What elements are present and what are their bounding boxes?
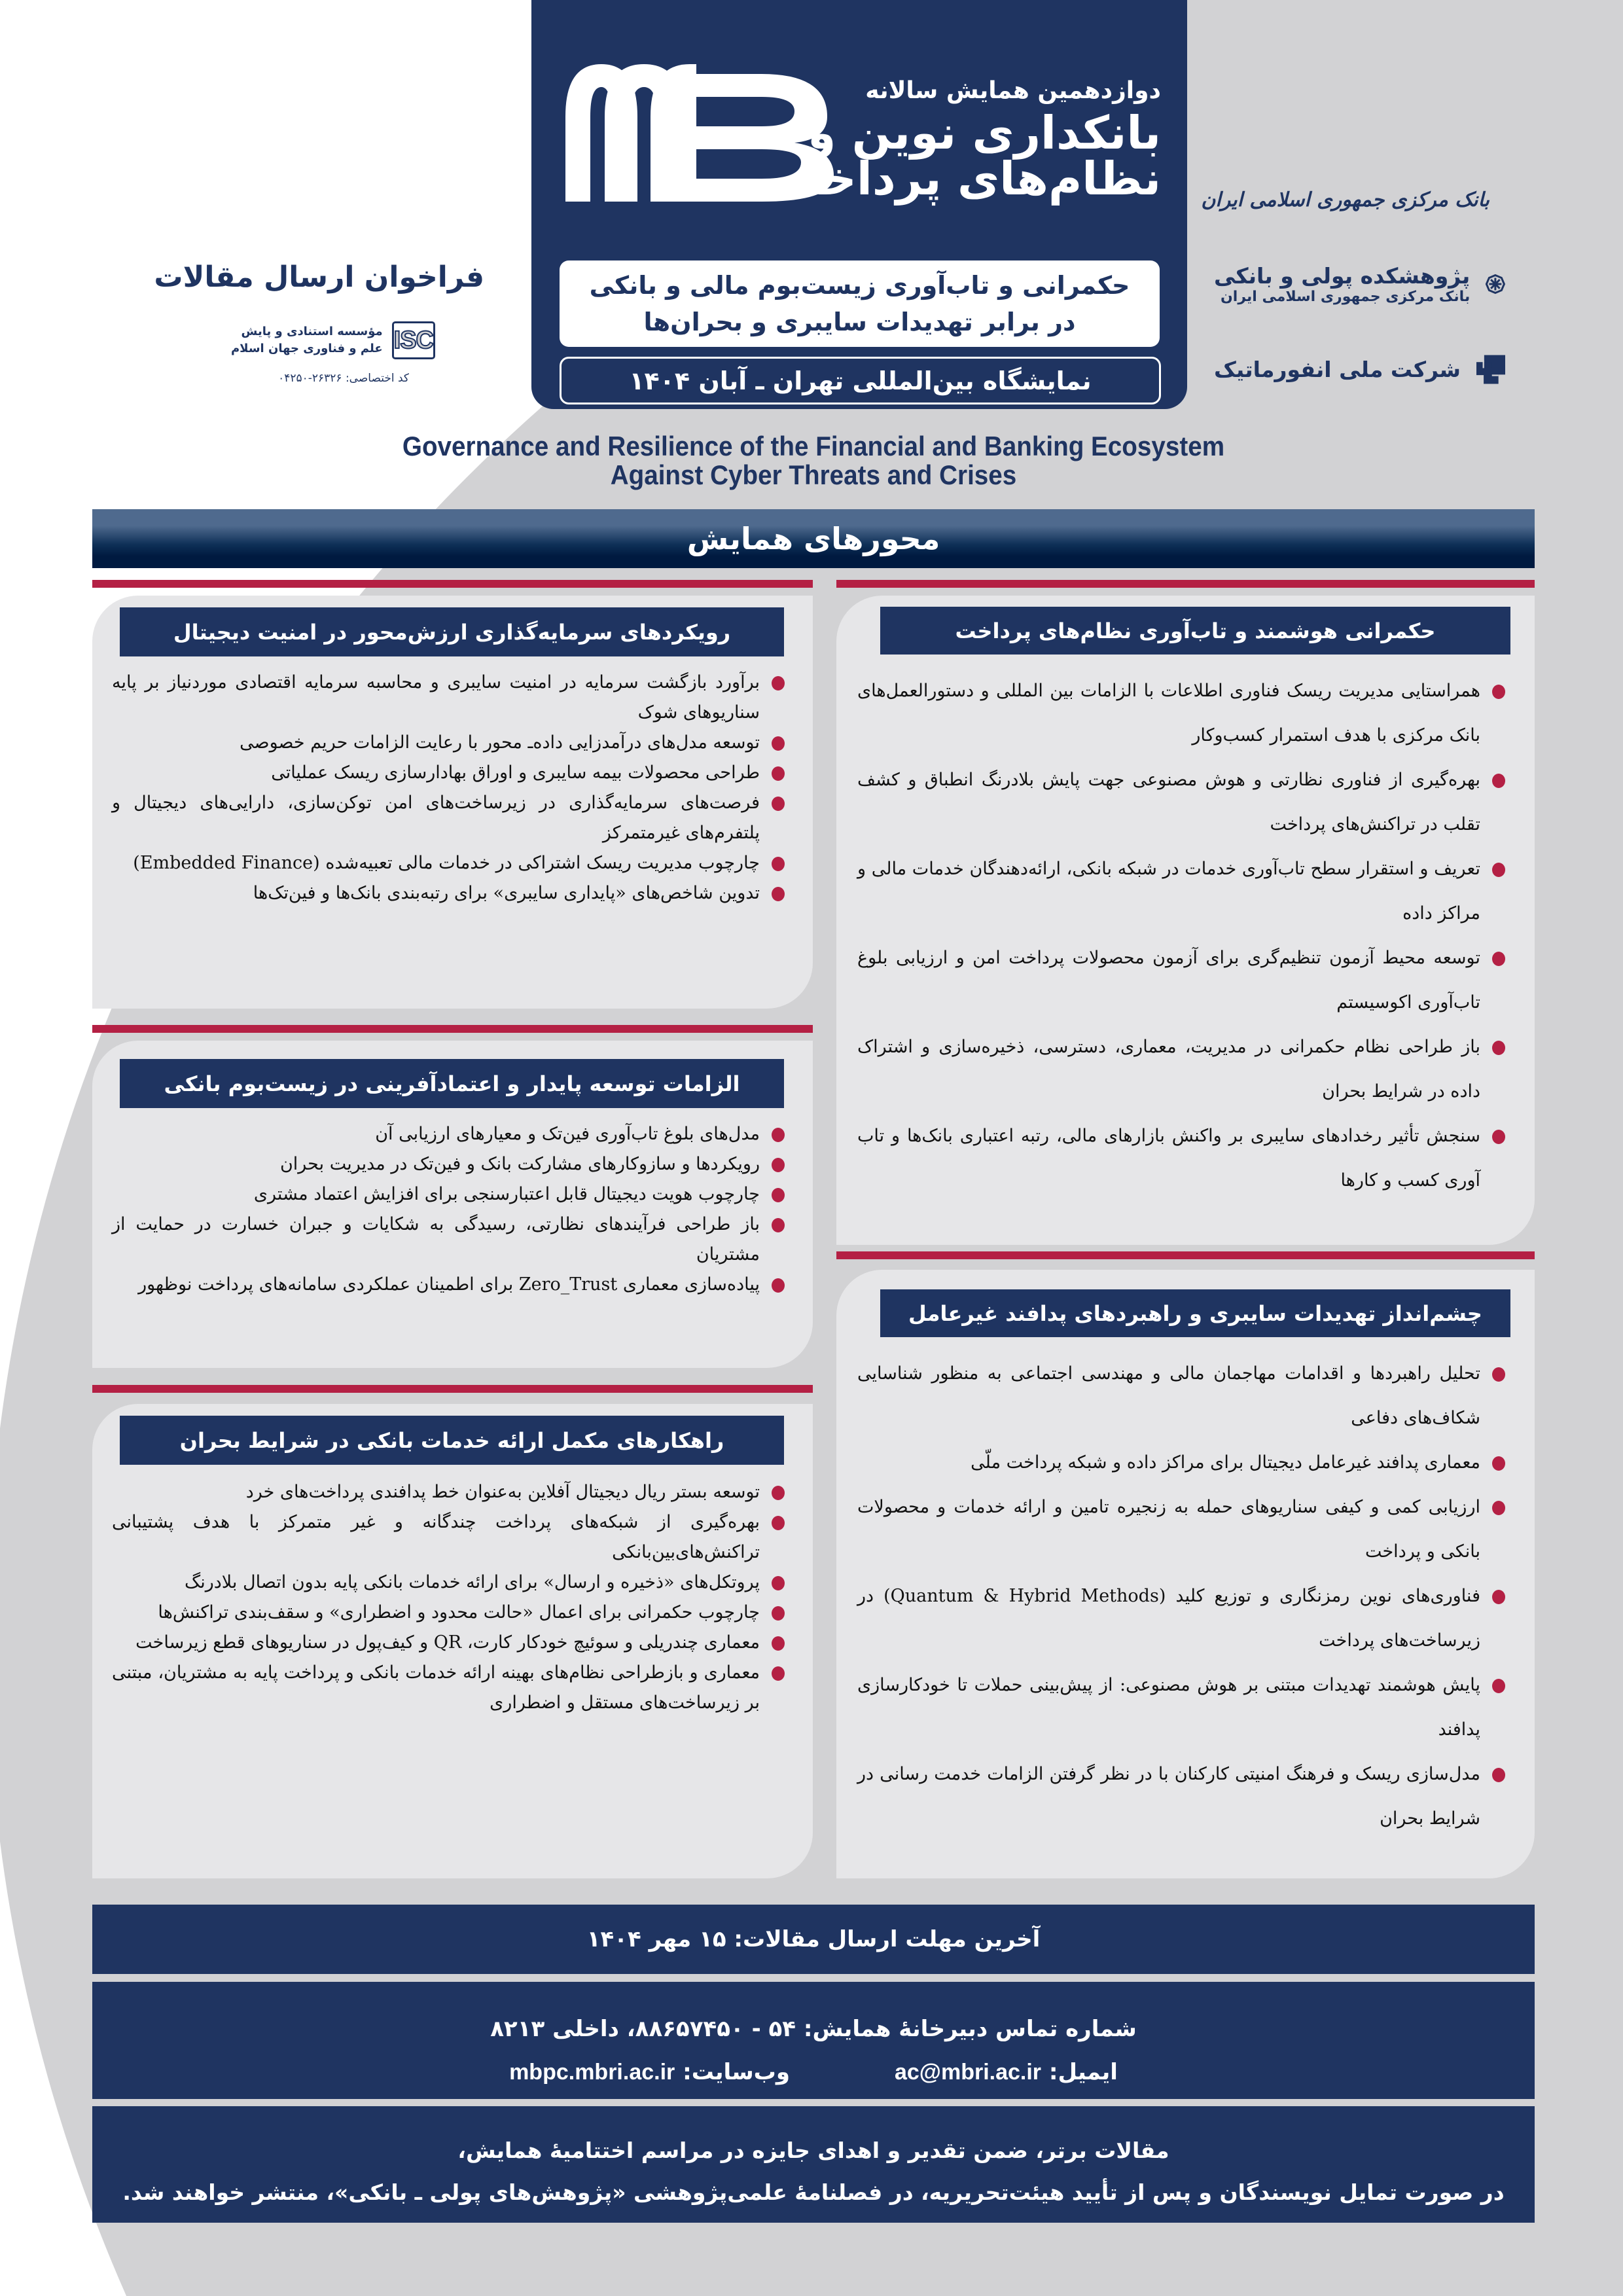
conference-header-panel: [531, 0, 1187, 409]
conference-theme-line1: حکمرانی و تاب‌آوری زیست‌بوم مالی و بانکی: [589, 271, 1130, 300]
list-item: معماری و بازطراحی نظام‌های بهینه ارائه خدمات بانکی و پرداخت پایه به مشتریان، مبتنی بر زیرساخت‌های مستقل و اضطراری: [112, 1658, 786, 1718]
english-title-line2: Against Cyber Threats and Crises: [610, 459, 1017, 490]
isc-indexing: [232, 321, 435, 360]
contact-bar: [92, 1982, 1535, 2099]
section-crisis-solutions: [92, 1404, 813, 1878]
email-label: ایمیل:: [1048, 2059, 1118, 2085]
list-item: تحلیل راهبردها و اقدامات مهاجمان مالی و مهندسی اجتماعی به منظور شناسایی شکاف‌های دفاعی: [857, 1352, 1507, 1441]
award-line2: در صورت تمایل نویسندگان و پس از تأیید هیئت‌تحریریه، در فصلنامهٔ علمی‌پژوهشی «پژوهش‌های پولی ـ بانکی»، منتشر خواهند شد.: [122, 2179, 1505, 2205]
section-divider: [836, 580, 1535, 588]
section-title: حکمرانی هوشمند و تاب‌آوری نظام‌های پرداخت: [880, 607, 1510, 655]
sponsor-mbri: [1214, 247, 1505, 321]
list-item: توسعه بستر ریال دیجیتال آفلاین به‌عنوان خط پدافندی پرداخت‌های خرد: [112, 1477, 786, 1507]
section-smart-governance: [836, 596, 1535, 1245]
isc-logo-icon: [392, 321, 435, 359]
list-item: توسعه محیط آزمون تنظیم‌گری برای آزمون محصولات پرداخت امن و ارزیابی بلوغ تاب‌آوری اکوسیستم: [857, 936, 1507, 1025]
conference-title-line2: نظام‌های پرداخت: [775, 152, 1161, 206]
section-title: الزامات توسعه پایدار و اعتمادآفرینی در زیست‌بوم بانکی: [120, 1059, 784, 1108]
section-title: رویکردهای سرمایه‌گذاری ارزش‌محور در امنیت دیجیتال: [120, 607, 784, 656]
isc-name-line2: علم و فناوری جهان اسلام: [230, 342, 383, 355]
list-item: تدوین شاخص‌های «پایداری سایبری» برای رتبه‌بندی بانک‌ها و فین‌تک‌ها: [112, 878, 786, 908]
conference-venue: نمایشگاه بین‌المللی تهران ـ آبان ۱۴۰۴: [560, 357, 1161, 404]
english-title: [150, 432, 1477, 490]
email-link[interactable]: ac@mbri.ac.ir: [894, 2060, 1042, 2085]
list-item: طراحی محصولات بیمه سایبری و اوراق بهادارسازی ریسک عملیاتی: [112, 758, 786, 788]
sponsor-central-bank-name: بانک مرکزی جمهوری اسلامی ایران: [1201, 188, 1489, 211]
call-for-papers-title: فراخوان ارسال مقالات: [154, 260, 484, 294]
informatics-blocks-icon: [1476, 332, 1505, 407]
section-divider: [92, 1025, 813, 1033]
list-item: رویکردها و سازوکارهای مشارکت بانک و فین‌تک در مدیریت بحران: [112, 1149, 786, 1179]
sponsor-central-bank: [1201, 157, 1505, 242]
conference-theme-line2: در برابر تهدیدات سایبری و بحران‌ها: [643, 308, 1076, 336]
section-items: [112, 668, 786, 908]
list-item: فناوری‌های نوین رمزنگاری و توزیع کلید (Quantum & Hybrid Methods) در زیرساخت‌های پرداخت: [857, 1574, 1507, 1663]
award-bar: [92, 2106, 1535, 2223]
list-item: معماری پدافند غیرعامل دیجیتال برای مراکز داده و شبکه پرداخت ملّی: [857, 1441, 1507, 1485]
list-item: همراستایی مدیریت ریسک فناوری اطلاعات با الزامات بین المللی و دستورالعمل‌های بانک مرکزی با هدف استمرار کسب‌وکار: [857, 669, 1507, 758]
contact-phone: شماره تماس دبیرخانهٔ همایش: ۵۴ - ۸۸۶۵۷۴۵۰، داخلی ۸۲۱۳: [490, 2016, 1137, 2042]
list-item: چارچوب هویت دیجیتال قابل اعتبارسنجی برای افزایش اعتماد مشتری: [112, 1179, 786, 1210]
list-item: چارچوب حکمرانی برای اعمال «حالت محدود و اضطراری» و سقف‌بندی تراکنش‌ها: [112, 1598, 786, 1628]
isc-name-line1: مؤسسه استنادی و پایش: [241, 325, 383, 338]
deadline-bar: [92, 1905, 1535, 1974]
sponsor-informatics: [1214, 331, 1505, 407]
contact-links: [92, 2059, 1535, 2085]
list-item: باز طراحی فرآیندهای نظارتی، رسیدگی به شکایات و جبران خسارت در حمایت از مشتریان: [112, 1210, 786, 1270]
list-item: پیاده‌سازی معماری Zero‌_Trust برای اطمینان عملکردی سامانه‌های پرداخت نوظهور: [112, 1270, 786, 1300]
conference-theme: [560, 260, 1160, 347]
list-item: پایش هوشمند تهدیدات مبتنی بر هوش مصنوعی: از پیش‌بینی حملات تا خودکارسازی پدافند: [857, 1663, 1507, 1752]
list-item: سنجش تأثیر رخدادهای سایبری بر واکنش بازارهای مالی، رتبه اعتباری بانک‌ها و تاب آوری کسب و کارها: [857, 1114, 1507, 1203]
list-item: باز طراحی نظام حکمرانی در مدیریت، معماری، دسترسی، ذخیره‌سازی و اشتراک داده در شرایط بحران: [857, 1025, 1507, 1114]
list-item: مدل‌سازی ریسک و فرهنگ امنیتی کارکنان با در نظر گرفتن الزامات خدمت رسانی در شرایط بحران: [857, 1752, 1507, 1841]
conference-title-line1: بانکداری نوین و: [807, 106, 1161, 160]
section-title: چشم‌انداز تهدیدات سایبری و راهبردهای پدافند غیرعامل: [880, 1289, 1510, 1337]
axes-heading: محورهای همایش: [92, 509, 1535, 568]
isc-name: [231, 323, 383, 357]
list-item: فرصت‌های سرمایه‌گذاری در زیرساخت‌های امن توکن‌سازی، دارایی‌های دیجیتال و پلتفرم‌های غیرمتمرکز: [112, 788, 786, 848]
list-item: ارزیابی کمی و کیفی سناریوهای حمله به زنجیره تامین و ارائه خدمات و محصولات بانکی و پرداخت: [857, 1485, 1507, 1574]
list-item: بهره‌گیری از فناوری نظارتی و هوش مصنوعی جهت پایش بلادرنگ انطباق و کشف تقلب در تراکنش‌های پرداخت: [857, 758, 1507, 847]
list-item: مدل‌های بلوغ تاب‌آوری فین‌تک و معیارهای ارزیابی آن: [112, 1119, 786, 1149]
sponsor-informatics-name: شرکت ملی انفورماتیک: [1214, 356, 1461, 382]
list-item: تعریف و استقرار سطح تاب‌آوری خدمات در شبکه بانکی، ارائه‌دهندگان خدمات مالی و مراکز داده: [857, 847, 1507, 936]
list-item: برآورد بازگشت سرمایه در امنیت سایبری و محاسبه سرمایه اقتصادی موردنیاز بر پایه سناریوهای شوک: [112, 668, 786, 728]
isc-code: کد اختصاصی: ۲۶۳۲۶-۰۴۲۵۰: [278, 372, 409, 385]
conference-edition: دوازدهمین همایش سالانه: [865, 77, 1161, 104]
sponsor-mbri-name: پژوهشکده پولی و بانکی: [1214, 263, 1471, 289]
conference-title: [775, 106, 1161, 206]
section-cyber-threats: [836, 1270, 1535, 1878]
section-sustainable-trust: [92, 1041, 813, 1368]
section-items: [112, 1477, 786, 1718]
sponsor-mbri-subtitle: بانک مرکزی جمهوری اسلامی ایران: [1221, 289, 1471, 305]
section-investment: [92, 596, 813, 1009]
section-divider: [92, 1385, 813, 1393]
list-item: معماری چندریلی و سوئیچ خودکار کارت، QR و کیف‌پول در سناریوهای قطع زیرساخت: [112, 1628, 786, 1658]
mbri-rosette-icon: [1486, 247, 1505, 321]
english-title-line1: Governance and Resilience of the Financial and Banking Ecosystem: [402, 431, 1225, 461]
list-item: بهره‌گیری از شبکه‌های پرداخت چندگانه و غیر متمرکز با هدف پشتیبانی تراکنش‌های‌بین‌بانکی: [112, 1507, 786, 1568]
email-group: [895, 2059, 1118, 2085]
section-items: [857, 669, 1507, 1203]
submission-deadline: آخرین مهلت ارسال مقالات: ۱۵ مهر ۱۴۰۴: [586, 1926, 1041, 1952]
section-title: راهکارهای مکمل ارائه خدمات بانکی در شرایط بحران: [120, 1416, 784, 1465]
list-item: چارچوب مدیریت ریسک اشتراکی در خدمات مالی تعبیه‌شده (Embedded Finance): [112, 848, 786, 878]
section-divider: [836, 1251, 1535, 1259]
sponsor-mbri-text: [1214, 263, 1470, 305]
award-line1: مقالات برتر، ضمن تقدیر و اهدای جایزه در مراسم اختتامیهٔ همایش،: [457, 2138, 1169, 2163]
section-divider: [92, 580, 813, 588]
list-item: توسعه مدل‌های درآمدزایی داده‌ـ محور با رعایت الزامات حریم خصوصی: [112, 728, 786, 758]
isc-logo-text: ISC: [393, 326, 433, 354]
list-item: پروتکل‌های «ذخیره و ارسال» برای ارائه خدمات بانکی پایه بدون اتصال بلادرنگ: [112, 1568, 786, 1598]
section-items: [112, 1119, 786, 1300]
section-items: [857, 1352, 1507, 1841]
website-label: وب‌سایت:: [683, 2059, 790, 2085]
website-group: [509, 2059, 790, 2085]
website-link[interactable]: mbpc.mbri.ac.ir: [509, 2060, 675, 2085]
